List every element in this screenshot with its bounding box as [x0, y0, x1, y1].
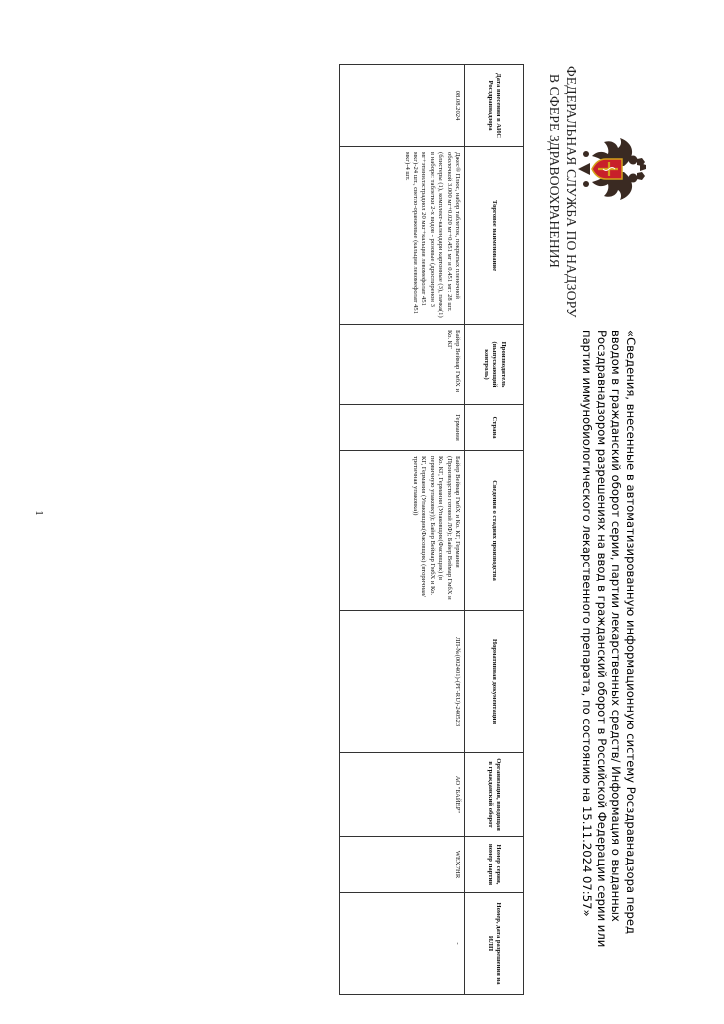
header-country: Страна: [465, 405, 524, 451]
agency-name-line-1: ФЕДЕРАЛЬНАЯ СЛУЖБА ПО НАДЗОРУ: [564, 66, 579, 318]
cell-country: Германия: [340, 405, 465, 451]
header-trade-name: Торговое наименование: [465, 147, 524, 325]
header-normative: Нормативная документация: [465, 611, 524, 753]
table-row: [340, 65, 465, 995]
cell-permit: -: [340, 893, 465, 995]
cell-organization: АО "БАЙЕР": [340, 753, 465, 837]
agency-name: [546, 66, 580, 318]
register-table: [339, 64, 524, 995]
document-heading: «Сведения, внесенные в автоматизированную информационную систему Росздравнадзора перед вводом в гражданский оборот серии, партии лекарственных средств/ Информация о выданных Росздравнадзором разрешениях на ввод в гражданский оборот в Российской Федерации серии или партии иммунобиологического лекарственного препарата, по состоянию на 15.11.2024 07:57»: [580, 330, 638, 948]
header-manufacturer: Производитель (выпускающий контроль): [465, 325, 524, 405]
header-permit: Номер, дата разрешения на ИЛП: [465, 893, 524, 995]
header-organization: Организация, вводящая в гражданский оборот: [465, 753, 524, 837]
double-headed-eagle-emblem-icon: [576, 136, 646, 202]
cell-stages: Байер Веймар ГмбХ и Ко. КГ, Германия (Производство готовой ЛФ); Байер Веймар ГмбХ и Ко. КГ, Германия (Упаковщик(Фасовщик) (в первичную упаковку)); Байер Веймар ГмбХ и Ко. КГ, Германия (Упаковщик(Фасовщик) (вторичная/третичная упаковка)): [340, 451, 465, 611]
cell-trade-name: Джес® Плюс, набор таблеток, покрытых пленочной оболочкой 3.000 мг+0.020 мг+0.451 мг и 0.451 мг: 28 шт. (блистеры (1), комплект-календари картонные (3), пачка(1) в наборе: таблетки 2-х видов - розовые (дроспиренон 3 мг+этинилэстрадиол 20 мкг+кальция левомефолат 451 мкг)-24 шт., светло-оранжевые (кальция левомефолат 451 мкг)-4 шт.: [340, 147, 465, 325]
cell-manufacturer: Байер Веймар ГмбХ и Ко. КГ: [340, 325, 465, 405]
table-header-row: [465, 65, 524, 995]
cell-normative: ЛП-№(002401)-(РГ-RU)-240523: [340, 611, 465, 753]
header-series: Номер серии, номер партии: [465, 837, 524, 893]
header-stages: Сведения о стадиях производства: [465, 451, 524, 611]
agency-name-line-2: В СФЕРЕ ЗДРАВООХРАНЕНИЯ: [547, 74, 562, 268]
cell-series: WEX7HR: [340, 837, 465, 893]
cell-date: 08.08.2024: [340, 65, 465, 147]
header-date: Дата внесения в АИС Росздравнадзора: [465, 65, 524, 147]
page-number: 1: [33, 510, 44, 516]
